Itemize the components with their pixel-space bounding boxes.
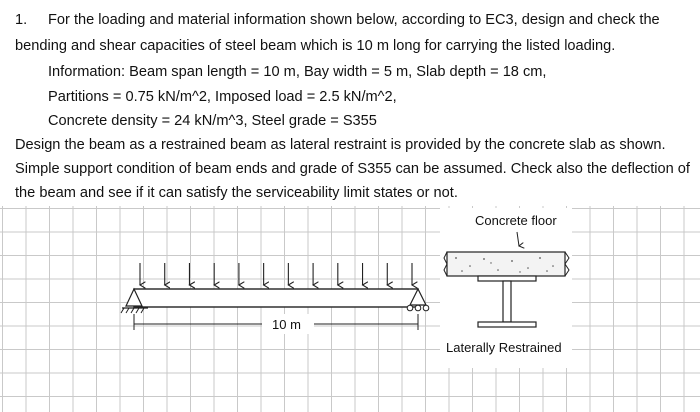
information-line-1: Information: Beam span length = 10 m, Bay width = 5 m, Slab depth = 18 cm, [48, 64, 547, 80]
floor-pointer-arrow [517, 232, 519, 246]
question-line-1: For the loading and material information shown below, according to EC3, design and check the [48, 12, 660, 28]
steel-i-beam-section [478, 276, 536, 327]
information-line-3: Concrete density = 24 kN/m^3, Steel grade = S355 [48, 113, 377, 129]
laterally-restrained-label: Laterally Restrained [446, 340, 562, 355]
distributed-load-arrows [140, 263, 412, 285]
design-line-1: Design the beam as a restrained beam as lateral restraint is provided by the concrete slab as shown. [15, 137, 666, 153]
question-line-2: bending and shear capacities of steel beam which is 10 m long for carrying the listed loading. [15, 38, 616, 54]
design-line-3: the beam and see if it can satisfy the serviceability limit states or not. [15, 185, 458, 201]
information-line-2: Partitions = 0.75 kN/m^2, Imposed load = 2.5 kN/m^2, [48, 89, 397, 105]
span-length-label: 10 m [272, 317, 301, 332]
beam [134, 289, 418, 307]
design-line-2: Simple support condition of beam ends and grade of S355 can be assumed. Check also the deflection of [15, 161, 690, 177]
question-number: 1. [15, 12, 28, 28]
concrete-slab-section [444, 252, 569, 276]
concrete-floor-label: Concrete floor [475, 213, 557, 228]
